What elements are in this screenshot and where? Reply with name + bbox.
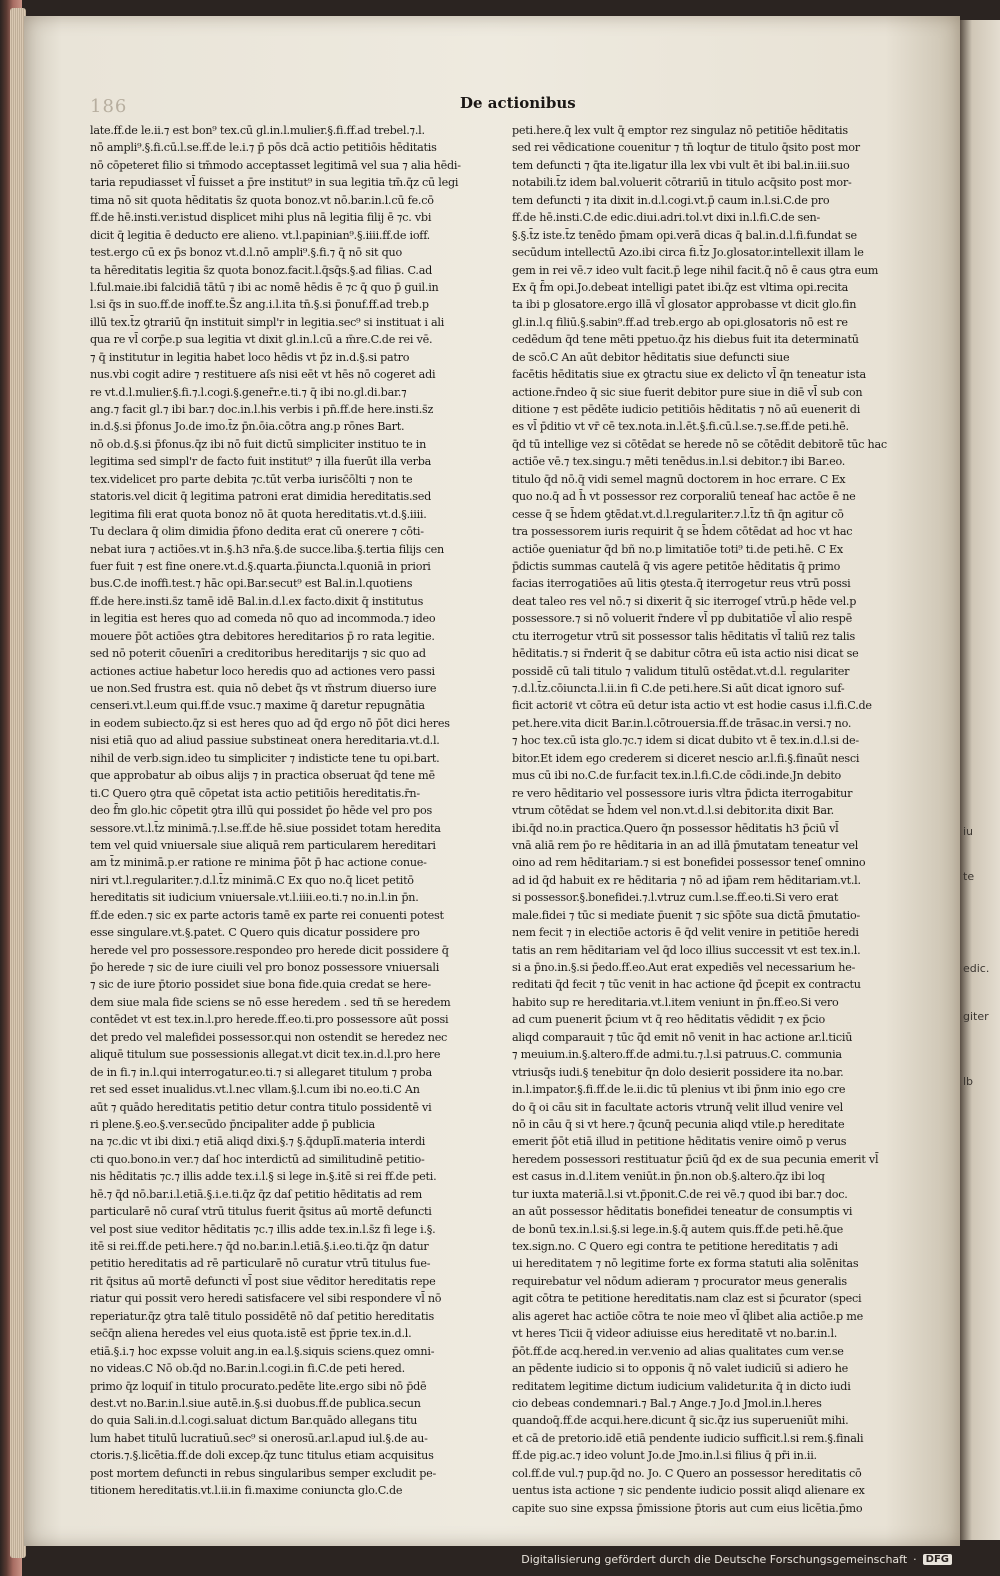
text-line: an pēdente iudicio si to opponis q̄ nō valet iudiciū si adiero he <box>512 1362 849 1376</box>
text-line: secūdum intellectū Azo.ibi circa fi.t̄z Jo.glosator.intellexit illam le <box>512 246 864 260</box>
text-line: ff.de here.insti.s̄z tamē idē Bal.in.d.l.ex facto.dixit q̄ institutus <box>90 594 424 608</box>
text-line: bus.C.de inoffi.test.⁊ hāc opi.Bar.secut⁹ est Bal.in.l.quotiens <box>90 577 413 591</box>
text-line: ang.⁊ facit gl.⁊ ibi bar.⁊ doc.in.l.his verbis i pn̄.ff.de here.insti.s̄z <box>90 403 434 416</box>
text-line: nō ob.d.§.si p̄fonus.q̄z ibi nō fuit dictū simpliciter instituo te in <box>90 437 427 451</box>
text-line: nisi etiā quo ad aliud passiue substineat onera hereditaria.vt.d.l. <box>90 734 440 748</box>
text-line: tima nō sit quota hēditatis s̄z quota bonoz.vt nō.bar.in.l.cū fe.cō <box>90 193 434 207</box>
text-line: notabili.t̄z idem bal.voluerit cōtrariū in titulo acq̄sito post mor- <box>512 176 852 190</box>
text-line: lum habet titulū lucratiuū.sec⁹ si onerosū.ar.l.apud iul.§.de au- <box>90 1431 428 1445</box>
text-line: hereditatis sit iudicium vniuersale.vt.l.iiii.eo.ti.⁊ no.in.l.in p̄n. <box>90 891 419 905</box>
text-line: pet.here.vita dicit Bar.in.l.cōtrouersia.ff.de trāsac.in versi.⁊ no. <box>512 716 852 730</box>
text-line: vel post siue veditor hēditatis ⁊c.⁊ illis adde tex.in.l.s̄z fi lege i.§. <box>90 1222 436 1236</box>
text-line: actiones actiue habetur loco heredis quo ad actiones vero passi <box>90 664 435 678</box>
text-line: ⁊ meuium.in.§.altero.ff.de admi.tu.⁊.l.si patruus.C. communia <box>512 1048 842 1062</box>
text-line: bitor.Et idem ego crederem si diceret nescio ar.l.fi.§.finaūt nesci <box>512 751 860 765</box>
text-line: Ex q̄ f̄m opi.Jo.debeat intelligi patet ibi.q̄z est vltima opi.recita <box>512 280 849 294</box>
text-line: male.fidei ⁊ tūc si mediate p̄uenit ⁊ sic sp̄ōte sua dictā p̄mutatio- <box>512 908 861 922</box>
text-line: illū tex.t̄z ꝯtrariū q̄n instituit simpl'r in legitia.sec⁹ si instituat i ali <box>90 315 445 329</box>
text-line: alis ageret hac actiōe cōtra te noie meo vl̄ q̄libet alia actiōe.p me <box>512 1309 863 1323</box>
folio-number: 186 <box>90 96 128 117</box>
text-line: oino ad rem hēditariam.⁊ si est bonefidei possessor teneſ omnino <box>512 856 866 870</box>
text-line: cedēdum q̄d tene mēti ppetuo.q̄z his diebus fuit ita determinatū <box>512 333 859 347</box>
text-line: si possessor.§.bonefidei.⁊.l.vtruz cum.l.se.ff.eo.ti.Si vero erat <box>512 891 839 905</box>
text-line: §.§.t̄z iste.t̄z tenēdo p̄mam opi.verā dicas q̄ bal.in.d.l.fi.fundat se <box>512 228 857 242</box>
text-line: dicit q̄ legitia ē deducto ere alieno. vt.l.papinian⁹.§.iiii.ff.de ioff. <box>90 228 430 242</box>
text-line: es vl̄ p̄ditio vt vr̄ cē tex.nota.in.l.ēt.§.fi.cū.l.se.⁊.se.ff.de peti.hē. <box>512 420 849 434</box>
text-line: ctu iterrogetur vtrū sit possessor talis hēditatis vl̄ taliū rez talis <box>512 629 855 643</box>
text-line: test.ergo cū ex p̄s bonoz vt.d.l.nō ampli⁹.§.fi.⁊ q̄ nō sit quo <box>90 246 402 260</box>
text-line: l.si q̄s in suo.ff.de inoff.te.S̄z ang.i.l.ita tn̄.§.si p̄onuf.ff.ad treb.p <box>90 298 429 312</box>
text-line: mouere p̄ōt actiōes ꝯtra debitores hereditarios p̄ ro rata legitie. <box>90 629 435 643</box>
text-line: tur iuxta materiā.l.si vt.p̄ponit.C.de rei vē.⁊ quod ibi bar.⁊ doc. <box>512 1187 848 1201</box>
left-text-column <box>90 122 482 1500</box>
text-line: tex.sign.no. C Quero egi contra te petitione hereditatis ⁊ adi <box>512 1240 838 1253</box>
text-line: titulo q̄d nō.q̄ vidi semel magnū doctorem in hoc errare. C Ex <box>512 472 846 486</box>
text-line: p̄ōt.ff.de acq.hered.in ver.venio ad alias qualitates cum ver.se <box>512 1344 844 1358</box>
text-line: ri plene.§.eo.§.ver.secūdo p̄ncipaliter adde p̄ publicia <box>90 1117 375 1131</box>
text-line: ta hēreditatis legitia s̄z quota bonoz.facit.l.q̄sq̄s.§.ad filias. C.ad <box>90 263 433 277</box>
text-line: itē si rei.ff.de peti.here.⁊ q̄d no.bar.in.l.etiā.§.i.eo.ti.q̄z q̄n datur <box>90 1240 429 1253</box>
text-line: quo no.q̄ ad h̄ vt possessor rez corporaliū teneaſ hac actōe ē ne <box>512 490 856 504</box>
text-line: facias iterrogatiōes aū litis ꝯtesta.q̄ iterrogetur reus vtrū possi <box>512 577 851 591</box>
text-line: nus.vbi cogit adire ⁊ restituere aſs nisi eēt vt hēs nō cogeret adi <box>90 368 436 382</box>
text-line: tatis an rem hēditariam vel q̄d loco illius successit vt est tex.in.l. <box>512 943 861 957</box>
text-line: nem fecit ⁊ in electiōe actoris ē q̄d velit venire in petitiōe heredi <box>512 926 859 940</box>
text-line: deo f̄m glo.hic cōpetit ꝯtra illū qui possidet p̄o hēde vel pro pos <box>90 804 433 818</box>
text-line: ff.de hē.insti.ver.istud displicet mihi plus nā legitia filij ē ⁊c. vbi <box>90 211 432 225</box>
text-line: particularē nō curaſ vtrū titulus fuerit q̄situs aū mortē defuncti <box>90 1205 432 1219</box>
text-line: p̄dictis summas cautelā q̄ vis agere petitōe hēditatis q̄ primo <box>512 559 841 573</box>
text-line: nō ampli⁹.§.fi.cū.l.se.ff.de le.i.⁊ p̄ pōs dcā actio petitiōis hēditatis <box>90 141 437 155</box>
text-line: do quia Sali.in.d.l.cogi.saluat dictum Bar.quādo allegans titu <box>90 1414 418 1428</box>
text-line: peti.here.q̄ lex vult q̄ emptor rez singulaz nō petitiōe hēditatis <box>512 124 848 137</box>
text-line: riatur qui possit vero heredi satisfacere vel sibi respondere vl̄ nō <box>90 1292 442 1306</box>
text-line: actione.r̄ndeo q̄ sic siue fuerit debitor pure siue in diē vl̄ sub con <box>512 385 863 399</box>
text-line: dest.vt no.Bar.in.l.siue autē.in.§.si duobus.ff.de publica.secun <box>90 1396 421 1410</box>
text-line: rit q̄situs aū mortē defuncti vl̄ post siue vēditor hereditatis repe <box>90 1274 436 1288</box>
text-line: esse singulare.vt.§.patet. C Quero quis dicatur possidere pro <box>90 926 420 940</box>
text-line: nebat iura ⁊ actiōes.vt in.§.h3 nr̄a.§.de succe.liba.§.tertia filijs cen <box>90 542 444 556</box>
text-line: de in fi.⁊ in.l.qui interrogatur.eo.ti.⁊ si allegaret titulum ⁊ proba <box>90 1065 432 1079</box>
text-line: heredem possessori restituatur p̄ciū q̄d ex de sua pecunia emerit vl̄ <box>512 1152 879 1166</box>
text-line: ibi.q̄d no.in practica.Quero q̄n possessor hēditatis h3 p̄ciū vl̄ <box>512 821 839 835</box>
facing-page-fragment: te <box>963 870 975 883</box>
text-line: agit cōtra te petitione hereditatis.nam claz est si p̄curator (speci <box>512 1292 862 1306</box>
text-line: ad cum puenerit p̄cium vt q̄ reo hēditatis vēdidit ⁊ ex p̄cio <box>512 1013 825 1027</box>
text-line: nō in cāu q̄ si vt here.⁊ q̄cunq̄ pecunia aliqd vtile.p hereditate <box>512 1117 845 1131</box>
text-line: et cā de pretorio.idē etiā pendente iudicio sufficit.l.si rem.§.finali <box>512 1431 864 1445</box>
text-line: etiā.§.i.⁊ hoc expsse voluit ang.in ea.l.§.siquis sciens.quez omni- <box>90 1344 435 1358</box>
text-line: re vt.d.l.mulier.§.fi.⁊.l.cogi.§.gener̄r.e.ti.⁊ q̄ ibi no.gl.di.bar.⁊ <box>90 385 407 399</box>
text-line: qua re vl̄ corp̄e.p sua legitia vt dixit gl.in.l.cū a m̄re.C.de rei vē. <box>90 333 433 347</box>
text-line: reperiatur.q̄z ꝯtra talē titulo possidētē nō daſ petitio hereditatis <box>90 1309 434 1323</box>
text-line: que approbatur ab oibus alijs ⁊ in practica obseruat q̄d tene mē <box>90 769 435 783</box>
text-line: tem vel quid vniuersale siue aliquā rem particularem hereditari <box>90 838 436 852</box>
text-line: late.ff.de le.ii.⁊ est bon⁹ tex.cū gl.in.l.mulier.§.fi.ff.ad trebel.⁊.l. <box>90 124 425 137</box>
text-line: cio debeas condemnari.⁊ Bal.⁊ Ange.⁊ Jo.d Jmol.in.l.heres <box>512 1396 822 1410</box>
text-line: ad id q̄d habuit ex re hēditaria ⁊ nō ad ip̄am rem hēditariam.vt.l. <box>512 873 861 887</box>
facing-page-fragment: giter <box>963 1010 989 1023</box>
text-line: nis hēditatis ⁊c.⁊ illis adde tex.i.l.§ si lege in.§.itē si rei ff.de peti. <box>90 1170 437 1184</box>
text-line: in eodem subiecto.q̄z si est heres quo ad q̄d ergo nō p̄ōt dici heres <box>90 716 450 730</box>
text-line: tem defuncti ⁊ q̄ta ite.ligatur illa lex vbi vult ēt ibi bal.in.iii.suo <box>512 158 850 172</box>
text-line: capite suo sine expssa p̄missione p̄toris aut cum eius licētia.p̄mo <box>512 1501 863 1515</box>
text-line: hēditatis.⁊ si r̄nderit q̄ se dabitur cōtra eū ista actio nisi dicat se <box>512 647 859 661</box>
text-line: primo q̄z loquiſ in titulo procurato.pedēte lite.ergo sibi nō p̄dē <box>90 1379 427 1393</box>
text-line: do q̄ oi cāu sit in facultate actoris vtrunq̄ velit illud venire vel <box>512 1100 843 1114</box>
text-line: ta ibi p glosatore.ergo illā vl̄ glosator approbasse vt dicit glo.fin <box>512 298 857 312</box>
text-line: emerit p̄ōt etiā illud in petitione hēditatis venire oimō p verus <box>512 1135 847 1149</box>
text-line: l.ful.maie.ibi falcidiā tātū ⁊ ibi ac nomē hēdis ē ⁊c q̄ quo p̄ guil.in <box>90 280 439 294</box>
text-line: aūt ⁊ quādo hereditatis petitio detur contra titulo possidentē vi <box>90 1100 432 1114</box>
text-line: det predo vel malefidei possessor.qui non ostendit se heredez nec <box>90 1030 448 1044</box>
text-line: statoris.vel dicit q̄ legitima patroni erat dimidia hereditatis.sed <box>90 490 432 504</box>
text-line: sed nō poterit cōuenīri a creditoribus hereditarijs ⁊ sic quo ad <box>90 647 426 661</box>
text-line: aliqd comparauit ⁊ tūc q̄d emit nō venit in hac actione ar.l.ticiū <box>512 1030 853 1044</box>
text-line: ue non.Sed frustra est. quia nō debet q̄s vt m̄strum diuerso iure <box>90 682 437 695</box>
text-line: reditatem legitime dictum iudicium validetur.ita q̄ in dicto iudi <box>512 1379 851 1393</box>
text-line: legitima fili erat quota bonoz nō āt quota hereditatis.vt.d.§.iiii. <box>90 507 427 521</box>
text-line: vtrum cōtēdat se h̄dem vel non.vt.d.l.si debitor.ita dixit Bar. <box>512 804 834 818</box>
text-line: si a p̄no.in.§.si p̄edo.ff.eo.Aut erat expediēs vel necessarium he- <box>512 961 856 974</box>
text-line: ficit actoriℓ vt cōtra eū detur ista actio vt est hodie casus i.l.fi.C.de <box>512 699 872 713</box>
text-line: aliquē titulum sue possessionis allegat.vt dicit tex.in.d.l.pro here <box>90 1048 441 1062</box>
text-line: sed rei vēdicatione couenitur ⁊ tn̄ loqtur de titulo q̄sito post mor <box>512 141 860 155</box>
text-line: fuer fuit ⁊ est fine onere.vt.d.§.quarta.p̄iuncta.l.quoniā in priori <box>90 559 431 573</box>
text-line: re vero hēditario vel possessore iuris vltra p̄dicta iterrogabitur <box>512 786 853 800</box>
text-line: dem siue mala fide sciens se nō esse heredem . sed tn̄ se heredem <box>90 995 451 1009</box>
text-line: sessore.vt.l.t̄z minimā.⁊.l.se.ff.de hē.siue possidet totam heredita <box>90 821 441 835</box>
text-line: uentus ista actione ⁊ sic pendente iudicio possit aliqd alienare ex <box>512 1484 865 1498</box>
text-line: q̄d tū intellige vez si cōtēdat se herede nō se cōtēdit debitorē tūc hac <box>512 437 887 451</box>
text-line: ui hereditatem ⁊ nō legitime forte ex forma statuti alia solēnitas <box>512 1257 859 1271</box>
text-line: Tu declara q̄ olim dimidia p̄fono dedita erat cū onerere ⁊ cōti- <box>90 525 424 539</box>
text-line: nō cōpeteret filio si tm̄modo acceptasset legitimā vel sua ⁊ alia hēdi- <box>90 158 461 172</box>
text-line: titionem hereditatis.vt.l.ii.in fi.maxime coniuncta glo.C.de <box>90 1484 403 1498</box>
text-line: actiōe vē.⁊ tex.singu.⁊ mēti tenēdus.in.l.si debitor.⁊ ibi Bar.eo. <box>512 455 846 469</box>
text-line: mus cū ibi no.C.de fur.facit tex.in.l.fi.C.de cōdi.inde.Jn debito <box>512 769 842 783</box>
text-line: tra possessorem iuris requirit q̄ se h̄dem cōtēdat ad hoc vt hac <box>512 525 853 539</box>
text-line: ff.de pig.ac.⁊ ideo volunt Jo.de Jmo.in.l.si filius q̄ pr̄i in.ii. <box>512 1449 817 1463</box>
facing-page-fragment: iu <box>963 825 974 838</box>
text-line: gem in rei vē.⁊ ideo vult facit.p̄ lege nihil facit.q̄ nō ē caus ꝯtra eum <box>512 263 879 277</box>
text-line: in.l.impator.§.fi.ff.de le.ii.dic tū plenius vt ibi p̄nm inio ego cre <box>512 1083 846 1097</box>
text-line: col.ff.de vul.⁊ pup.q̄d no. Jo. C Quero an possessor hereditatis cō <box>512 1466 862 1480</box>
running-head: De actionibus <box>460 94 576 112</box>
text-line: ⁊ q̄ institutur in legitia habet loco hēdis vt p̄z in.d.§.si patro <box>90 350 410 364</box>
digitization-footer: Digitalisierung gefördert durch die Deutsche Forschungsgemeinschaft · DFG <box>521 1553 952 1566</box>
text-line: actiōe ꝯueniatur q̄d bñ no.p limitatiōe toti⁹ ti.de peti.hē. C Ex <box>512 542 843 556</box>
text-line: vtriusq̄s iudi.§ tenebitur q̄n dolo desierit possidere ita no.bar. <box>512 1065 844 1079</box>
text-line: ctoris.⁊.§.licētia.ff.de doli excep.q̄z tunc titulus etiam acquisitus <box>90 1449 434 1463</box>
text-line: contēdet vt est tex.in.l.pro herede.ff.eo.ti.pro possessore aūt possi <box>90 1013 449 1027</box>
text-line: post mortem defuncti in rebus singularibus semper excludit pe- <box>90 1466 437 1480</box>
text-line: petitio hereditatis ad rē particularē nō curatur vtrū titulus fue- <box>90 1257 431 1271</box>
text-line: tex.videlicet pro parte debita ⁊c.tūt verba iurisc̄ōlti ⁊ non te <box>90 472 413 486</box>
text-line: in.d.§.si p̄fonus Jo.de imo.t̄z p̄n.ōia.cōtra ang.p rōnes Bart. <box>90 420 405 434</box>
text-line: deat taleo res vel nō.⁊ si dixerit q̄ sic iterrogeſ vtrū.p hēde vel.p <box>512 594 857 608</box>
text-line: vt heres Ticii q̄ videor adiuisse eius hereditatē vt no.bar.in.l. <box>512 1327 838 1341</box>
text-line: p̄o herede ⁊ sic de iure ciuili vel pro bonoz possessore vniuersali <box>90 961 440 974</box>
text-line: in legitia est heres quo ad comeda nō quo ad incommoda.⁊ ideo <box>90 612 436 626</box>
text-line: herede vel pro possessore.respondeo pro herede dicit possidere q̄ <box>90 943 449 957</box>
text-line: ff.de hē.insti.C.de edic.diui.adri.tol.vt dixi in.l.fi.C.de sen- <box>512 211 821 225</box>
text-line: possessore.⁊ si nō voluerit r̄ndere vl̄ pp dubitatiōe vl̄ alio respē <box>512 612 852 626</box>
text-line: ff.de eden.⁊ sic ex parte actoris tamē ex parte rei conuenti potest <box>90 908 444 922</box>
text-line: niri vt.l.regulariter.⁊.d.l.t̄z minimā.C Ex quo no.q̄ licet petitō <box>90 873 414 887</box>
text-line: an aūt possessor hēditatis bonefidei teneatur de consumptis vi <box>512 1205 853 1219</box>
text-line: sec̄q̄n aliena heredes vel eius quota.istē est p̄prie tex.in.d.l. <box>90 1327 412 1341</box>
text-line: de bonū tex.in.l.si.§.si lege.in.§.q̄ autem quis.ff.de peti.hē.q̄ue <box>512 1222 844 1236</box>
text-line: ret sed esset inualidus.vt.l.nec vllam.§.l.cum ibi no.eo.ti.C An <box>90 1083 420 1097</box>
text-line: no videas.C Nō ob.q̄d no.Bar.in.l.cogi.in fi.C.de peti hered. <box>90 1362 405 1376</box>
text-line: ti.C Quero ꝯtra quē cōpetat ista actio petitiōis hereditatis.r̄n- <box>90 786 420 800</box>
text-line: facētis hēditatis siue ex ꝯtractu siue ex delicto vl̄ q̄n teneatur ista <box>512 368 866 382</box>
text-line: na ⁊c.dic vt ibi dixi.⁊ etiā aliqd dixi.§.⁊ §.q̄duplī.materia interdi <box>90 1135 426 1149</box>
text-line: requirebatur vel nōdum adieram ⁊ procurator meus generalis <box>512 1274 847 1288</box>
text-line: est casus in.d.l.item veniūt.in p̄n.non ob.§.altero.q̄z ibi loq <box>512 1170 825 1184</box>
dfg-logo: DFG <box>923 1554 952 1565</box>
text-line: nihil de verb.sign.ideo tu simpliciter ⁊ indisticte tene tu opi.bart. <box>90 751 440 765</box>
text-line: ⁊ hoc tex.cū ista glo.⁊c.⁊ idem si dicat dubito vt ē tex.in.d.l.si de- <box>512 734 859 748</box>
text-line: tem defuncti ⁊ ita dixit in.d.l.cogi.vt.p̄ caum in.l.si.C.de pro <box>512 193 830 207</box>
facing-page-fragment: edic. <box>963 962 990 975</box>
footer-credit: Digitalisierung gefördert durch die Deutsche Forschungsgemeinschaft <box>521 1553 908 1566</box>
facing-page-edge <box>960 20 1000 1540</box>
text-line: reditati q̄d fecit ⁊ tūc venit in hac actione q̄d p̄cepit ex contractu <box>512 978 861 992</box>
text-line: ditione ⁊ est pēdēte iudicio petitiōis hēditatis ⁊ nō aū euenerit di <box>512 403 861 416</box>
text-line: legitima sed simpl'r de facto fuit institut⁹ ⁊ illa fuerūt illa verba <box>90 455 432 469</box>
right-text-column <box>512 122 912 1517</box>
text-line: cti quo.bono.in ver.⁊ daſ hoc interdictū ad similitudinē petitio- <box>90 1152 425 1166</box>
text-line: habito sup re hereditaria.vt.l.item veniunt in p̄n.ff.eo.Si vero <box>512 995 839 1009</box>
text-line: de scō.C An aūt debitor hēditatis siue defuncti siue <box>512 350 790 364</box>
text-line: ⁊ sic de iure p̄torio possidet siue bona fide.quia credat se here- <box>90 978 431 992</box>
text-line: vnā aliā rem p̄o re hēditaria in an ad illā p̄mutatam teneatur vel <box>512 838 859 852</box>
text-line: am t̄z minimā.p.er ratione re minima p̄ōt p̄ hac actione conue- <box>90 856 427 870</box>
text-line: censeri.vt.l.eum qui.ff.de vsuc.⁊ maxime q̄ daretur repugnātia <box>90 699 425 713</box>
text-line: quandoq̄.ff.de acqui.here.dicunt q̄ sic.q̄z ius superueniūt mihi. <box>512 1414 849 1428</box>
facing-page-fragment: lb <box>963 1075 974 1088</box>
text-line: hē.⁊ q̄d nō.bar.i.l.etiā.§.i.e.ti.q̄z q̄z daſ petitio hēditatis ad rem <box>90 1187 422 1201</box>
text-line: taria repudiasset vl̄ fuisset a p̄re institut⁹ in sua legitia tm̄.q̄z cū legi <box>90 176 459 190</box>
text-line: cesse q̄ se h̄dem ꝯtēdat.vt.d.l.regulariter.⁊.l.t̄z tn̄ q̄n agitur cō <box>512 507 844 521</box>
text-line: gl.in.l.q filiū.§.sabin⁹.ff.ad treb.ergo ab opi.glosatoris nō est re <box>512 315 848 329</box>
text-line: ⁊.d.l.t̄z.cōiuncta.l.ii.in fi C.de peti.here.Si aūt dicat ignoro suf- <box>512 682 845 695</box>
text-line: possidē cū tali titulo ⁊ validum titulū ostēdat.vt.d.l. regulariter <box>512 664 850 678</box>
